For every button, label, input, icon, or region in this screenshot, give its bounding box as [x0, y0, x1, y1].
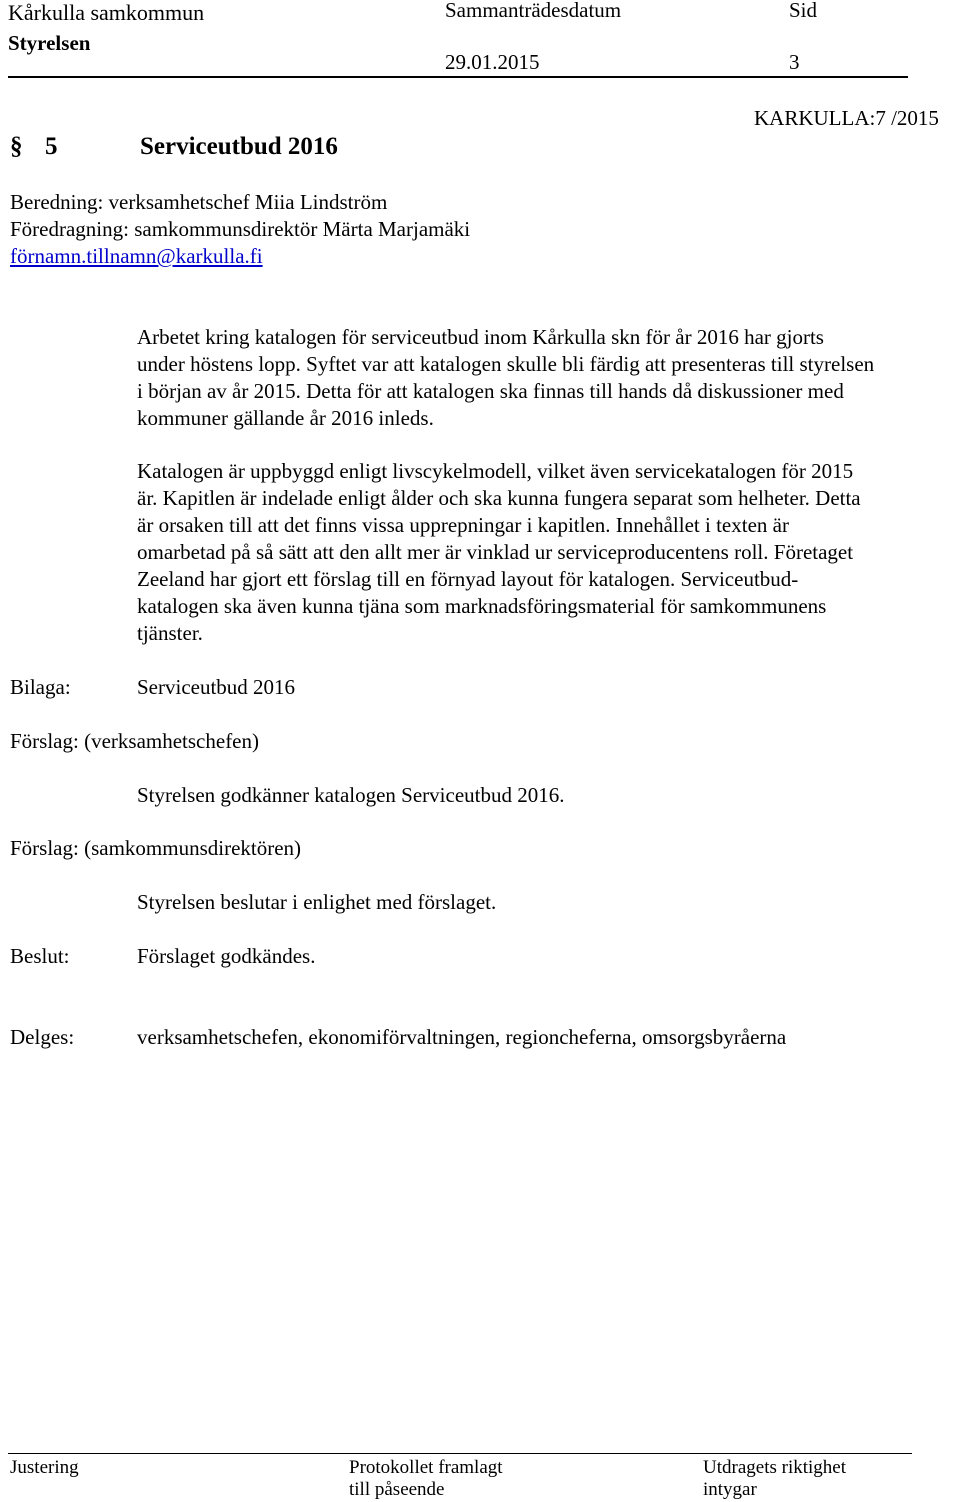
paragraph-line: tjänster. [137, 621, 203, 645]
contact-email-link[interactable]: förnamn.tillnamn@karkulla.fi [10, 244, 263, 268]
paragraph-line: Zeeland har gjort ett förslag till en förnyad layout för katalogen. Serviceutbud- [137, 567, 799, 591]
proposal-1-label: Förslag: (verksamhetschefen) [10, 729, 259, 753]
foredragning: Föredragning: samkommunsdirektör Märta Marjamäki [10, 217, 471, 241]
paragraph-line: Katalogen är uppbyggd enligt livscykelmodell, vilket även servicekatalogen för 2015 [137, 459, 854, 483]
section-mark: § [10, 133, 23, 160]
distribution-text: verksamhetschefen, ekonomiförvaltningen, regioncheferna, omsorgsbyråerna [137, 1025, 787, 1049]
footer-justering: Justering [10, 1457, 79, 1478]
paragraph-line: i början av år 2015. Detta för att katalogen ska finnas till hands då diskussioner med [137, 379, 844, 403]
distribution-label: Delges: [10, 1025, 75, 1049]
paragraph-line: under höstens lopp. Syftet var att katalogen skulle bli färdig att presenteras till styrelsen [137, 352, 875, 376]
footer-protokoll-line-1: Protokollet framlagt [349, 1457, 503, 1478]
paragraph-1 [137, 324, 957, 432]
section-heading [10, 130, 338, 164]
reference-number: KARKULLA:7 /2015 [754, 106, 939, 130]
footer-protokoll-line-2: till påseende [349, 1479, 445, 1500]
meeting-date-label: Sammanträdesdatum [445, 0, 622, 22]
footer-utdrag-line-2: intygar [703, 1479, 757, 1500]
paragraph-line: katalogen ska även kunna tjäna som marknadsföringsmaterial för samkommunens [137, 594, 827, 618]
footer-utdrag-line-1: Utdragets riktighet [703, 1457, 846, 1478]
decision-label: Beslut: [10, 944, 70, 968]
footer-divider [8, 1453, 912, 1454]
attachment-value: Serviceutbud 2016 [137, 675, 296, 699]
proposal-2-label: Förslag: (samkommunsdirektören) [10, 836, 302, 860]
org-name: Kårkulla samkommun [8, 0, 205, 25]
paragraph-line: är. Kapitlen är indelade enligt ålder och ska kunna fungera separat som helheter. Detta [137, 486, 861, 510]
beredning: Beredning: verksamhetschef Miia Lindström [10, 190, 388, 214]
section-title: Serviceutbud 2016 [140, 133, 338, 160]
meeting-date: 29.01.2015 [445, 50, 540, 74]
header-divider [8, 76, 908, 78]
paragraph-line: omarbetad på så sätt att den allt mer är vinklad ur serviceproducentens roll. Företaget [137, 540, 854, 564]
paragraph-line: Arbetet kring katalogen för serviceutbud inom Kårkulla skn för år 2016 har gjorts [137, 325, 824, 349]
body-name: Styrelsen [8, 31, 91, 55]
page-number: 3 [789, 50, 800, 74]
decision-text: Förslaget godkändes. [137, 944, 316, 968]
paragraph-line: kommuner gällande år 2016 inleds. [137, 406, 434, 430]
proposal-2-text: Styrelsen beslutar i enlighet med förslaget. [137, 890, 497, 914]
page-label: Sid [789, 0, 818, 22]
paragraph-2 [137, 458, 957, 647]
paragraph-line: är orsaken till att det finns vissa upprepningar i kapitlen. Innehållet i texten är [137, 513, 789, 537]
proposal-1-text: Styrelsen godkänner katalogen Serviceutbud 2016. [137, 783, 565, 807]
attachment-label: Bilaga: [10, 675, 71, 699]
section-number: 5 [45, 133, 58, 160]
